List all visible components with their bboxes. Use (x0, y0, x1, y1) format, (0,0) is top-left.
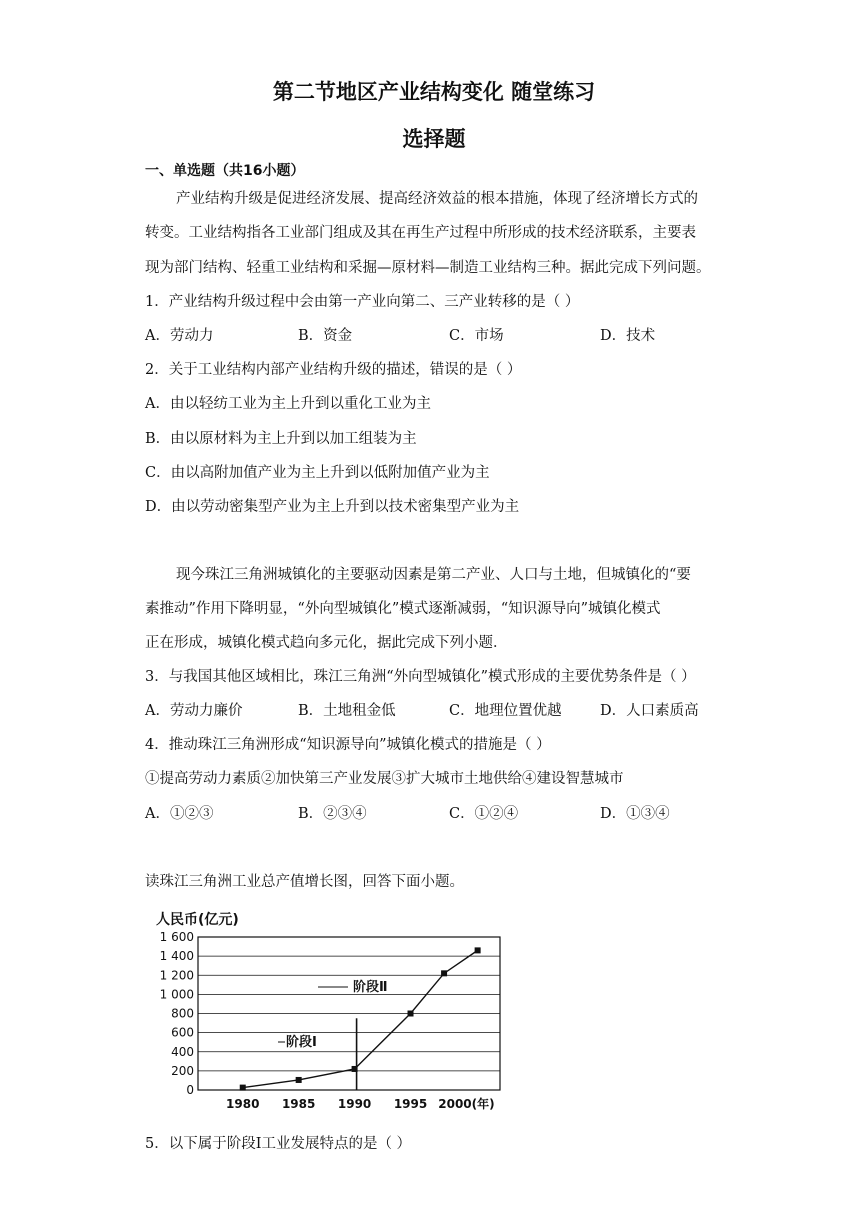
x-tick-label: 1990 (337, 1097, 372, 1111)
stage-2-annotation: 阶段Ⅱ (353, 980, 388, 995)
data-point (441, 970, 447, 976)
question-3-option-d[interactable]: D．人口素质高 (600, 703, 699, 719)
question-3-stem: 3．与我国其他区域相比，珠江三角洲“外向型城镇化”模式形成的主要优势条件是（ ） (145, 669, 696, 685)
question-4-option-b[interactable]: B．②③④ (298, 806, 367, 822)
question-2-option-b[interactable]: B．由以原材料为主上升到以加工组装为主 (145, 431, 417, 447)
data-point (408, 1011, 414, 1017)
data-point (475, 947, 481, 953)
y-tick-label: 400 (171, 1044, 194, 1059)
passage1-line1: 产业结构升级是促进经济发展、提高经济效益的根本措施，体现了经济增长方式的 (176, 191, 698, 207)
x-tick-label: 1995 (393, 1097, 428, 1111)
question-4-option-a[interactable]: A．①②③ (145, 806, 214, 822)
x-tick-labels (226, 1096, 495, 1111)
question-4-option-c[interactable]: C．①②④ (449, 806, 519, 822)
data-point (296, 1077, 302, 1083)
y-tick-label: 1 600 (159, 930, 194, 944)
passage2-line2: 素推动”作用下降明显，“外向型城镇化”模式逐渐减弱，“知识源导向”城镇化模式 (145, 601, 661, 617)
passage2-line1: 现今珠江三角洲城镇化的主要驱动因素是第二产业、人口与土地，但城镇化的“要 (176, 567, 691, 583)
y-tick-labels (160, 930, 194, 1097)
y-tick-label: 600 (171, 1025, 194, 1040)
question-2-option-d[interactable]: D．由以劳动密集型产业为主上升到以技术密集型产业为主 (145, 499, 520, 515)
x-tick-label: 1985 (281, 1097, 316, 1111)
question-3-option-b[interactable]: B．土地租金低 (298, 703, 396, 719)
y-tick-label: 1 400 (159, 949, 194, 964)
stage-1-annotation: 阶段Ⅰ (286, 1035, 317, 1050)
question-3-option-c[interactable]: C．地理位置优越 (449, 703, 562, 719)
page-title: 第二节地区产业结构变化 随堂练习 (272, 80, 596, 104)
passage1-line3: 现为部门结构、轻重工业结构和采掘—原材料—制造工业结构三种。据此完成下列问题。 (145, 260, 711, 276)
question-1-option-a[interactable]: A．劳动力 (145, 328, 214, 344)
chart-grid (198, 956, 500, 1071)
question-2-stem: 2．关于工业结构内部产业结构升级的描述，错误的是（ ） (145, 362, 522, 378)
y-tick-label: 1 200 (159, 968, 194, 983)
x-tick-label: 2000(年) (438, 1097, 495, 1111)
question-2-option-c[interactable]: C．由以高附加值产业为主上升到以低附加值产业为主 (145, 465, 490, 481)
chart-intro: 读珠江三角洲工业总产值增长图，回答下面小题。 (145, 874, 464, 890)
question-1-option-b[interactable]: B．资金 (298, 328, 353, 344)
y-tick-label: 1 000 (159, 987, 194, 1002)
y-tick-label: 200 (171, 1063, 194, 1078)
x-tick-label: 1980 (226, 1097, 260, 1111)
question-2-option-a[interactable]: A．由以轻纺工业为主上升到以重化工业为主 (145, 396, 431, 412)
question-1-option-c[interactable]: C．市场 (449, 328, 504, 344)
question-5-stem: 5．以下属于阶段Ⅰ工业发展特点的是（ ） (145, 1136, 412, 1152)
chart-plot-area (240, 947, 481, 1090)
question-4-option-d[interactable]: D．①③④ (600, 806, 670, 822)
y-axis-label: 人民币(亿元) (156, 912, 239, 928)
passage1-line2: 转变。工业结构指各工业部门组成及其在再生产过程中所形成的技术经济联系，主要表 (145, 225, 696, 241)
y-tick-label: 0 (186, 1083, 194, 1097)
passage2-line3: 正在形成，城镇化模式趋向多元化，据此完成下列小题． (145, 635, 508, 651)
question-4-stem: 4．推动珠江三角洲形成“知识源导向”城镇化模式的措施是（ ） (145, 737, 551, 753)
section-heading: 一、单选题（共16小题） (145, 163, 305, 179)
question-4-statements: ①提高劳动力素质②加快第三产业发展③扩大城市土地供给④建设智慧城市 (145, 771, 624, 787)
question-1-option-d[interactable]: D．技术 (600, 328, 656, 344)
y-tick-label: 800 (171, 1006, 194, 1021)
page-subtitle: 选择题 (402, 127, 466, 151)
question-3-option-a[interactable]: A．劳动力廉价 (145, 703, 243, 719)
industrial-output-chart (140, 900, 520, 1120)
question-1-stem: 1．产业结构升级过程中会由第一产业向第二、三产业转移的是（ ） (145, 294, 580, 310)
